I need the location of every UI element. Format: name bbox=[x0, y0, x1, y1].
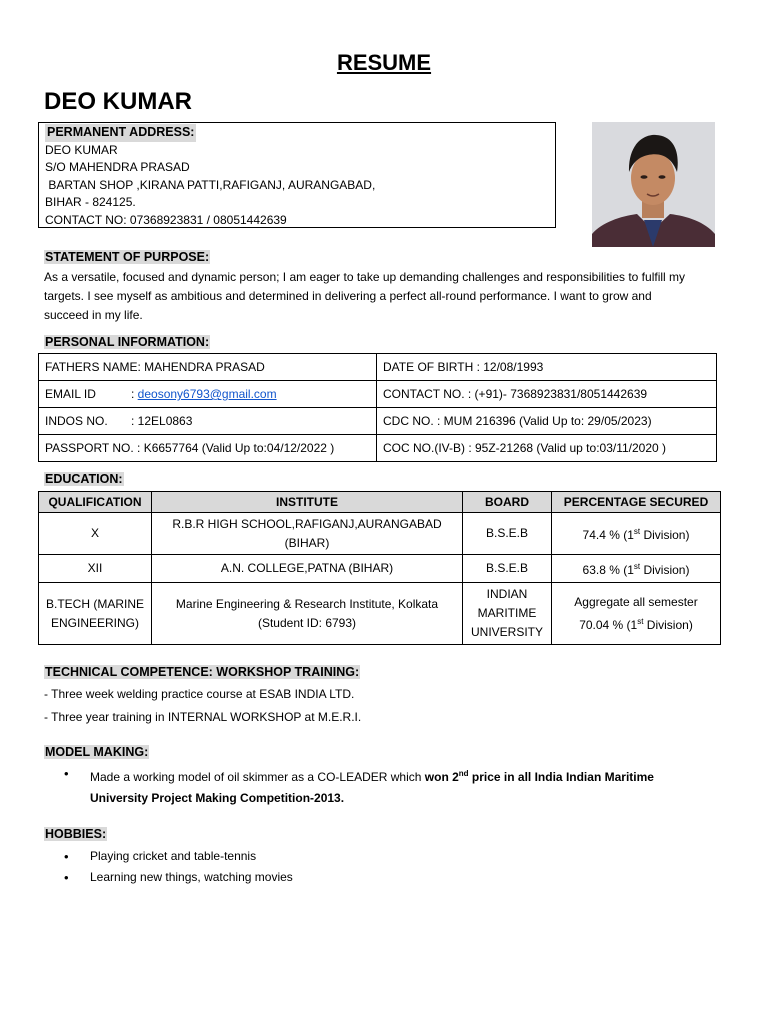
institute-line: R.B.R HIGH SCHOOL,RAFIGANJ,AURANGABAD bbox=[172, 516, 442, 531]
model-text-bold: won 2 bbox=[424, 770, 459, 784]
division-text: Division) bbox=[640, 563, 690, 577]
indos-label: INDOS NO. bbox=[45, 414, 108, 428]
email-link[interactable]: deosony6793@gmail.com bbox=[137, 387, 277, 401]
address-line: S/O MAHENDRA PRASAD bbox=[45, 160, 190, 174]
board-line: MARITIME bbox=[477, 606, 537, 620]
purpose-line: succeed in my life. bbox=[44, 308, 143, 322]
list-item: • Learning new things, watching movies bbox=[44, 867, 734, 888]
model-text: Made a working model of oil skimmer as a CO-LEADER which bbox=[90, 770, 425, 784]
table-row bbox=[39, 555, 721, 583]
address-heading: PERMANENT ADDRESS: bbox=[45, 124, 196, 142]
percentage-value: 74.4 % (1 bbox=[582, 528, 634, 542]
ordinal-suffix: nd bbox=[458, 769, 469, 778]
document-title: RESUME bbox=[336, 50, 432, 75]
qualification-cell: X bbox=[39, 513, 152, 555]
model-making-list bbox=[44, 763, 734, 809]
address-line: CONTACT NO: 07368923831 / 08051442639 bbox=[45, 212, 287, 227]
email-cell: EMAIL ID : deosony6793@gmail.com bbox=[39, 381, 377, 408]
personal-info-table bbox=[38, 353, 717, 462]
address-line: BARTAN SHOP ,KIRANA PATTI,RAFIGANJ, AURANGABAD, bbox=[45, 177, 376, 192]
technical-list bbox=[44, 683, 361, 728]
address-line: DEO KUMAR bbox=[45, 142, 118, 157]
table-row bbox=[39, 381, 717, 408]
list-item: • Playing cricket and table-tennis bbox=[44, 846, 734, 867]
division-text: Division) bbox=[643, 617, 693, 632]
personal-info-heading: PERSONAL INFORMATION: bbox=[45, 335, 210, 349]
email-label: EMAIL ID bbox=[45, 387, 96, 401]
institute-line: (Student ID: 6793) bbox=[257, 615, 357, 630]
qualification-cell bbox=[39, 583, 152, 645]
indos-cell bbox=[39, 408, 377, 435]
percentage-value: 63.8 % (1 bbox=[582, 563, 634, 577]
institute-cell bbox=[152, 583, 463, 645]
purpose-text bbox=[44, 268, 734, 325]
model-text-bold: price in all India Indian Maritime bbox=[468, 770, 654, 784]
hobbies-heading: HOBBIES: bbox=[45, 827, 107, 841]
model-making-heading: MODEL MAKING: bbox=[45, 745, 149, 759]
list-item bbox=[44, 763, 734, 809]
fathers-name-cell: FATHERS NAME: MAHENDRA PRASAD bbox=[39, 354, 377, 381]
coc-cell: COC NO.(IV-B) : 95Z-21268 (Valid up to:03/11/2020 ) bbox=[377, 435, 717, 462]
board-cell: B.S.E.B bbox=[463, 513, 552, 555]
indos-value: : 12EL0863 bbox=[131, 414, 193, 428]
institute-line: Marine Engineering & Research Institute, Kolkata bbox=[175, 596, 439, 611]
cdc-cell: CDC NO. : MUM 216396 (Valid Up to: 29/05/2023) bbox=[377, 408, 717, 435]
qualification-line: ENGINEERING) bbox=[50, 615, 139, 630]
purpose-line: targets. I see myself as ambitious and determined in delivering a perfect all-round performance. I want to grow and bbox=[44, 289, 652, 303]
percentage-cell bbox=[552, 513, 721, 555]
address-line: BIHAR - 824125. bbox=[45, 195, 136, 209]
board-line: INDIAN bbox=[486, 587, 528, 601]
contact-cell: CONTACT NO. : (+91)- 7368923831/8051442639 bbox=[377, 381, 717, 408]
column-header: QUALIFICATION bbox=[39, 492, 152, 513]
ordinal-suffix: st bbox=[637, 616, 644, 626]
purpose-line: As a versatile, focused and dynamic person; I am eager to take up demanding challenges and responsibilities to fulfill my bbox=[44, 270, 686, 284]
percentage-cell bbox=[552, 583, 721, 645]
ordinal-suffix: st bbox=[633, 527, 641, 536]
board-cell bbox=[463, 583, 552, 645]
column-header: PERCENTAGE SECURED bbox=[552, 492, 721, 513]
education-heading: EDUCATION: bbox=[45, 472, 123, 486]
table-header-row bbox=[39, 492, 721, 513]
column-header: INSTITUTE bbox=[152, 492, 463, 513]
board-line: UNIVERSITY bbox=[470, 625, 543, 639]
table-row bbox=[39, 435, 717, 462]
table-row bbox=[39, 408, 717, 435]
permanent-address-box bbox=[38, 122, 556, 228]
hobbies-list bbox=[44, 846, 734, 888]
list-item: - Three week welding practice course at ESAB INDIA LTD. bbox=[44, 687, 355, 701]
qualification-line: B.TECH (MARINE bbox=[45, 596, 144, 611]
dob-cell: DATE OF BIRTH : 12/08/1993 bbox=[377, 354, 717, 381]
table-row bbox=[39, 513, 721, 555]
model-text-bold: University Project Making Competition-2013. bbox=[90, 791, 345, 805]
ordinal-suffix: st bbox=[633, 562, 641, 571]
technical-heading: TECHNICAL COMPETENCE: WORKSHOP TRAINING: bbox=[45, 665, 360, 679]
candidate-name: DEO KUMAR bbox=[44, 88, 192, 115]
table-row bbox=[39, 354, 717, 381]
qualification-cell: XII bbox=[39, 555, 152, 583]
division-text: Division) bbox=[640, 528, 690, 542]
institute-cell: A.N. COLLEGE,PATNA (BIHAR) bbox=[152, 555, 463, 583]
percentage-value: 70.04 % (1 bbox=[579, 617, 638, 632]
profile-photo bbox=[592, 122, 715, 247]
board-cell: B.S.E.B bbox=[463, 555, 552, 583]
institute-line: (BIHAR) bbox=[284, 535, 330, 550]
table-row bbox=[39, 583, 721, 645]
column-header: BOARD bbox=[463, 492, 552, 513]
education-table bbox=[38, 491, 721, 645]
list-item: - Three year training in INTERNAL WORKSHOP at M.E.R.I. bbox=[44, 709, 362, 724]
percentage-cell bbox=[552, 555, 721, 583]
purpose-heading: STATEMENT OF PURPOSE: bbox=[45, 250, 210, 264]
institute-cell bbox=[152, 513, 463, 555]
percentage-line: Aggregate all semester bbox=[574, 594, 698, 609]
passport-cell: PASSPORT NO. : K6657764 (Valid Up to:04/12/2022 ) bbox=[39, 435, 377, 462]
